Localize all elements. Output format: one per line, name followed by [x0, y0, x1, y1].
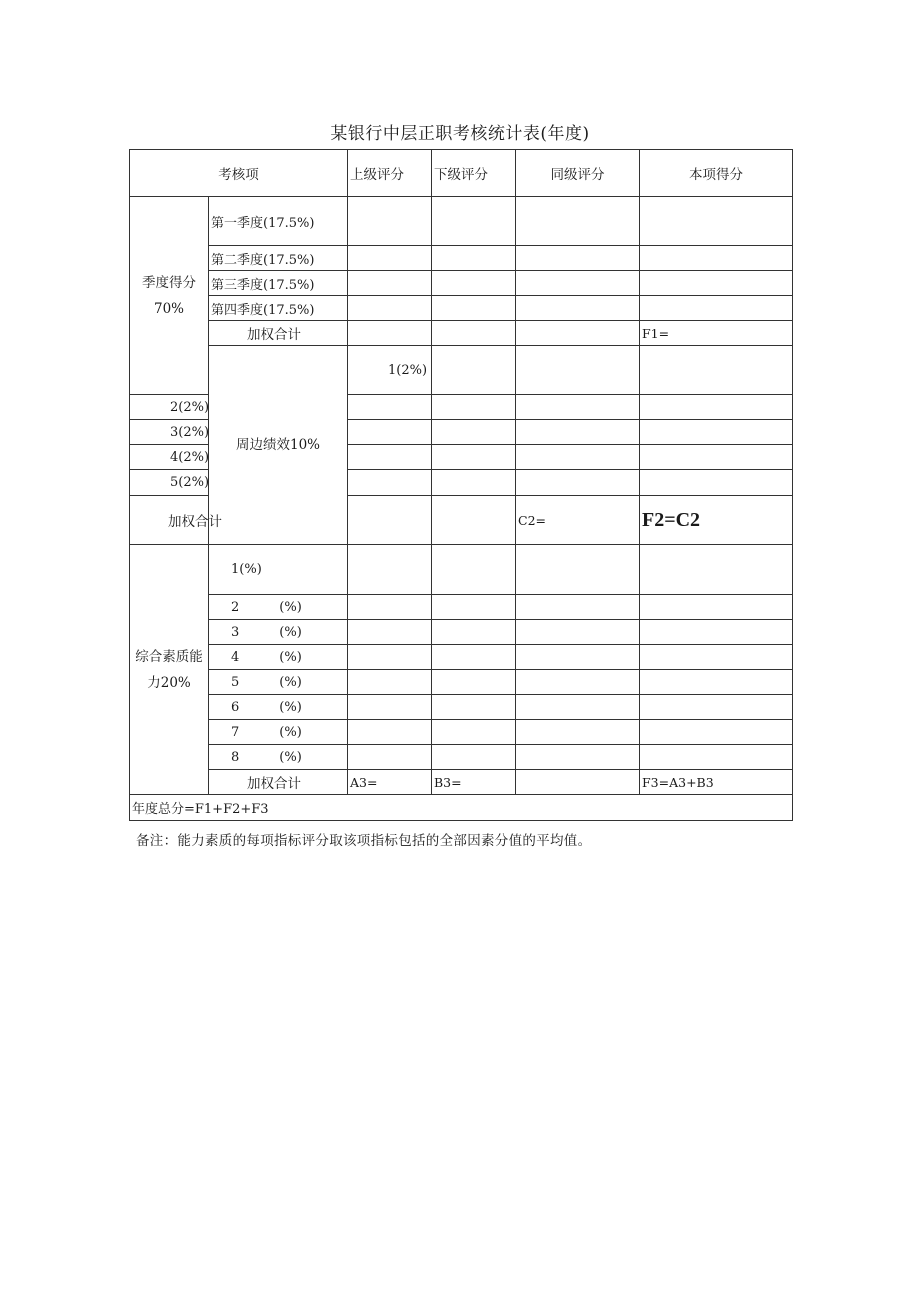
cell-superior[interactable]: [348, 296, 432, 321]
cell-peer[interactable]: [516, 445, 640, 470]
cell-subordinate[interactable]: [432, 246, 516, 271]
table-row: [130, 246, 793, 271]
cell-peer[interactable]: [516, 645, 640, 670]
f2-cell[interactable]: F2=C2: [640, 496, 793, 545]
cell-score[interactable]: [640, 720, 793, 745]
cell-subordinate[interactable]: [432, 545, 516, 595]
footnote: 备注：能力素质的每项指标评分取该项指标包括的全部因素分值的平均值。: [136, 833, 592, 849]
cell-peer[interactable]: [640, 346, 793, 395]
cell-subordinate[interactable]: [432, 197, 516, 246]
table-row: [130, 745, 793, 770]
cell-score[interactable]: [640, 595, 793, 620]
row-label: 1(2%): [348, 346, 432, 395]
row-label: 第二季度(17.5%): [209, 246, 348, 271]
cell-score[interactable]: [640, 645, 793, 670]
cell-peer[interactable]: [516, 321, 640, 346]
row-number: 1: [231, 562, 240, 577]
cell-superior[interactable]: [348, 595, 432, 620]
row-percent: (%): [279, 624, 302, 640]
weighted-sum-label: 加权合计: [209, 770, 348, 795]
cell-peer[interactable]: [516, 620, 640, 645]
row-label: 第三季度(17.5%): [209, 271, 348, 296]
cell-superior[interactable]: [348, 670, 432, 695]
cell-score[interactable]: [640, 670, 793, 695]
c2-cell[interactable]: C2=: [516, 496, 640, 545]
table-row: [130, 346, 793, 395]
f3-cell[interactable]: F3=A3+B3: [640, 770, 793, 795]
cell-superior[interactable]: [348, 470, 432, 496]
row-label: [209, 745, 348, 770]
cell-subordinate[interactable]: [432, 670, 516, 695]
row-label: [209, 595, 348, 620]
cell-superior[interactable]: [348, 445, 432, 470]
b3-cell[interactable]: B3=: [432, 770, 516, 795]
row-percent: (%): [279, 649, 302, 665]
weighted-sum-row: [130, 770, 793, 795]
table-row: [130, 197, 793, 246]
row-number: 4: [231, 649, 240, 665]
cell-superior[interactable]: [348, 720, 432, 745]
annual-total-row: [130, 795, 793, 821]
cell-subordinate[interactable]: [432, 496, 516, 545]
weighted-sum-label: 加权合计: [130, 496, 209, 545]
cell-subordinate[interactable]: [432, 645, 516, 670]
cell-peer[interactable]: [516, 470, 640, 496]
table-row: [130, 271, 793, 296]
cell-score[interactable]: [640, 197, 793, 246]
cell-peer[interactable]: [516, 296, 640, 321]
cell-subordinate[interactable]: [432, 695, 516, 720]
table-row: [130, 670, 793, 695]
header-item: 考核项: [130, 150, 348, 197]
f1-cell[interactable]: F1=: [640, 321, 793, 346]
table-row: [130, 545, 793, 595]
cell-subordinate[interactable]: [432, 445, 516, 470]
table-row: [130, 645, 793, 670]
cell-score[interactable]: [640, 271, 793, 296]
cell-peer[interactable]: [516, 545, 640, 595]
cell-peer[interactable]: [516, 720, 640, 745]
a3-cell[interactable]: A3=: [348, 770, 432, 795]
annual-total: 年度总分=F1+F2+F3: [130, 795, 793, 821]
row-number: 7: [231, 724, 240, 740]
row-number: 6: [231, 699, 240, 715]
table-header-row: [130, 150, 793, 197]
cell-peer[interactable]: [516, 695, 640, 720]
cell-superior[interactable]: [348, 246, 432, 271]
row-label: [209, 645, 348, 670]
cell-score[interactable]: [640, 745, 793, 770]
cell-score[interactable]: [640, 246, 793, 271]
cell-superior[interactable]: [348, 496, 432, 545]
header-peer: 同级评分: [516, 150, 640, 197]
row-number: 2: [231, 599, 240, 615]
row-percent: (%): [239, 562, 262, 577]
cell-subordinate[interactable]: [432, 296, 516, 321]
row-number: 3: [231, 624, 240, 640]
cell-superior[interactable]: [348, 745, 432, 770]
cell-subordinate[interactable]: [432, 395, 516, 420]
cell-subordinate[interactable]: [432, 720, 516, 745]
row-label: [209, 720, 348, 745]
cell-subordinate[interactable]: [432, 470, 516, 496]
cell-superior[interactable]: [348, 271, 432, 296]
table-row: [130, 695, 793, 720]
cell-peer[interactable]: [516, 595, 640, 620]
cell-superior[interactable]: [348, 321, 432, 346]
row-number: 5: [231, 674, 240, 690]
cell-subordinate[interactable]: [432, 271, 516, 296]
cell-peer[interactable]: [516, 745, 640, 770]
cell-subordinate[interactable]: [432, 745, 516, 770]
page-title: 某银行中层正职考核统计表(年度): [330, 124, 590, 144]
assessment-table: [129, 149, 793, 821]
cell-score[interactable]: [640, 695, 793, 720]
cell-superior[interactable]: [348, 545, 432, 595]
table-row: [130, 296, 793, 321]
header-score: 本项得分: [640, 150, 793, 197]
row-label: 4(2%): [130, 445, 209, 470]
row-percent: (%): [279, 674, 302, 690]
weighted-sum-label: 加权合计: [209, 321, 348, 346]
row-label: [209, 620, 348, 645]
row-label: [209, 695, 348, 720]
cell-superior[interactable]: [432, 346, 516, 395]
table-row: [130, 620, 793, 645]
cell-score[interactable]: [640, 296, 793, 321]
cell-superior[interactable]: [348, 695, 432, 720]
section-label-quarterly: 季度得分70%: [130, 197, 209, 395]
row-label: 第四季度(17.5%): [209, 296, 348, 321]
row-number: 8: [231, 749, 240, 765]
row-percent: (%): [279, 699, 302, 715]
cell-peer[interactable]: [516, 670, 640, 695]
cell-score[interactable]: [640, 395, 793, 420]
row-label: [209, 670, 348, 695]
cell-superior[interactable]: [348, 395, 432, 420]
row-label: 第一季度(17.5%): [209, 197, 348, 246]
row-label: 2(2%): [130, 395, 209, 420]
header-superior: 上级评分: [348, 150, 432, 197]
cell-superior[interactable]: [348, 620, 432, 645]
cell-peer[interactable]: [516, 271, 640, 296]
cell-subordinate[interactable]: [432, 321, 516, 346]
cell-score[interactable]: [640, 420, 793, 445]
cell-score[interactable]: [640, 470, 793, 496]
cell-peer[interactable]: [516, 197, 640, 246]
table-row: [130, 595, 793, 620]
cell-peer[interactable]: [516, 395, 640, 420]
section-label-peripheral: 周边绩效10%: [209, 346, 348, 545]
cell-subordinate[interactable]: [432, 620, 516, 645]
row-label: 3(2%): [130, 420, 209, 445]
row-label: [209, 545, 348, 595]
weighted-sum-row: [130, 321, 793, 346]
row-label: 5(2%): [130, 470, 209, 496]
cell-subordinate[interactable]: [432, 595, 516, 620]
row-percent: (%): [279, 749, 302, 765]
cell-superior[interactable]: [348, 197, 432, 246]
header-subordinate: 下级评分: [432, 150, 516, 197]
cell-score[interactable]: [640, 445, 793, 470]
cell-peer[interactable]: [516, 420, 640, 445]
cell-subordinate[interactable]: [516, 346, 640, 395]
cell-superior[interactable]: [348, 645, 432, 670]
cell-subordinate[interactable]: [432, 420, 516, 445]
cell-peer[interactable]: [516, 246, 640, 271]
table-row: [130, 720, 793, 745]
row-percent: (%): [279, 724, 302, 740]
cell-superior[interactable]: [348, 420, 432, 445]
cell-peer[interactable]: [516, 770, 640, 795]
section-label-competency: 综合素质能力20%: [130, 545, 209, 795]
cell-score[interactable]: [640, 620, 793, 645]
cell-score[interactable]: [640, 545, 793, 595]
row-percent: (%): [279, 599, 302, 615]
